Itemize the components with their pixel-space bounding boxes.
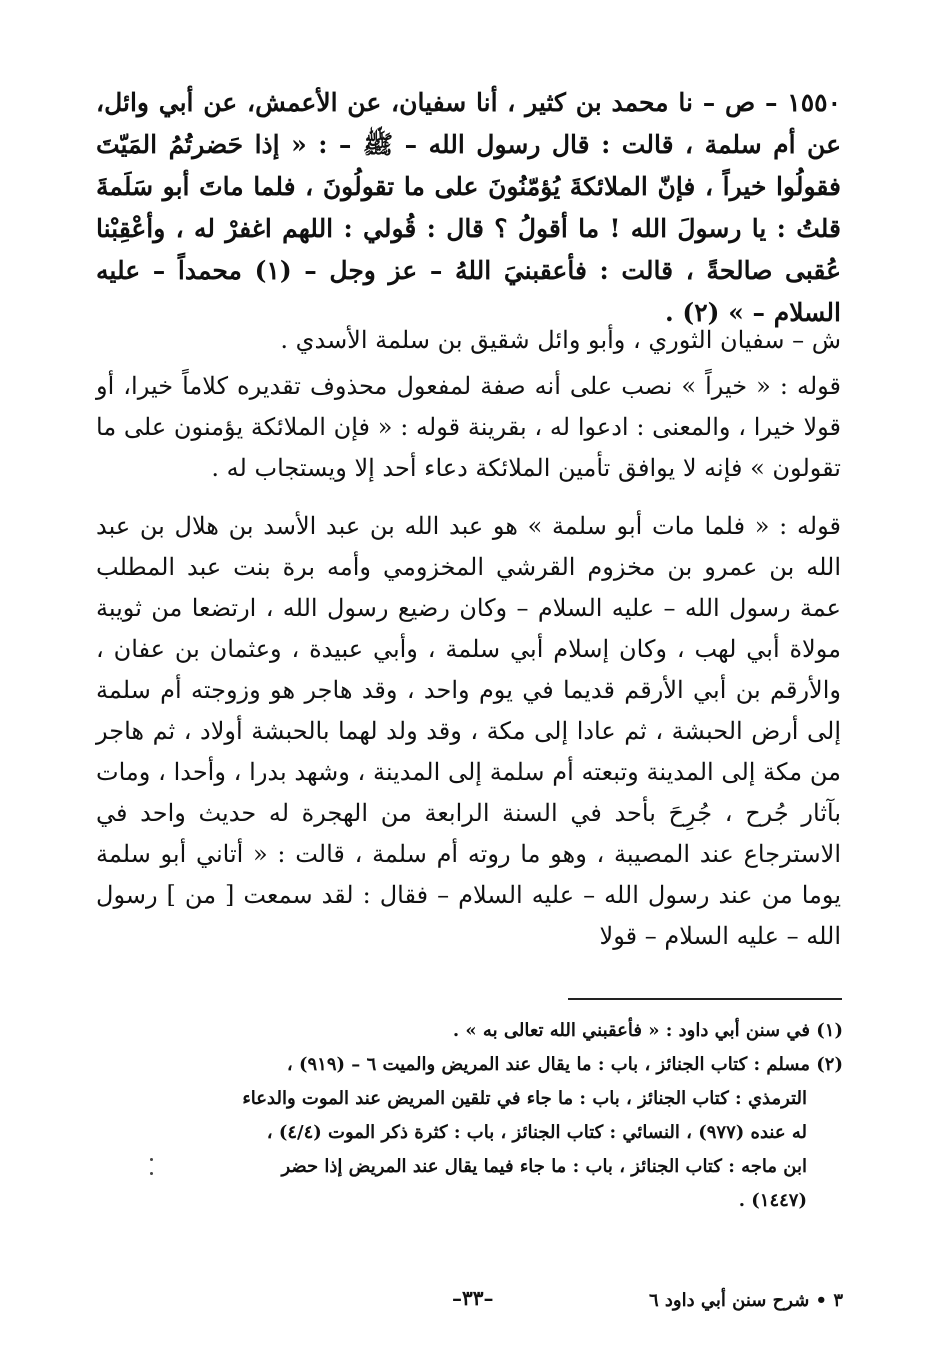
page-number: –٣٣– <box>452 1286 494 1310</box>
footnotes-section <box>98 1014 843 1218</box>
sharh-paragraph: ش – سفيان الثوري ، وأبو وائل شقيق بن سلمة الأسدي . <box>280 326 841 354</box>
footnote-2-line-2: الترمذي : كتاب الجنائز ، باب : ما جاء في تلقين المريض عند الموت والدعاء <box>242 1088 807 1109</box>
scan-speck <box>150 1172 153 1175</box>
scan-speck <box>150 1158 153 1161</box>
page-footer <box>0 1286 929 1320</box>
footnote-2-line-4: ابن ماجه : كتاب الجنائز ، باب : ما جاء فيما يقال عند المريض إذا حضر <box>281 1156 807 1177</box>
commentary-abu-salama-paragraph: قوله : « فلما مات أبو سلمة » هو عبد الله بن عبد الأسد بن هلال بن عبد الله بن عمرو بن مخزوم القرشي المخزومي وأمه برة بنت عبد المطلب عمة رسول الله – عليه السلام – وكان رضيع رسول الله ، ارتضعا من ثويبة مولاة أبي لهب ، وكان إسلام أبي سلمة ، وأبي عبيدة ، وعثمان بن عفان ، والأرقم بن أبي الأرقم قديما في يوم واحد ، وقد هاجر هو وزوجته أم سلمة إلى أرض الحبشة ، ثم عادا إلى مكة ، وقد ولد لهما بالحبشة أولاد ، ثم هاجر من مكة إلى المدينة وتبعته أم سلمة إلى المدينة ، وشهد بدرا ، وأحدا ، ومات بآثار جُرح ، جُرِحَ بأحد في السنة الرابعة من الهجرة له حديث واحد في الاسترجاع عند المصيبة ، وهو ما روته أم سلمة ، قالت : « أتاني أبو سلمة يوما من عند رسول الله – عليه السلام – فقال : لقد سمعت [ من ] رسول الله – عليه السلام – قولا <box>96 512 842 950</box>
commentary-khayran-paragraph: قوله : « خيراً » نصب على أنه صفة لمفعول محذوف تقديره كلاماً خيرا، أو قولا خيرا ، والمعنى : ادعوا له ، بقرينة قوله : « فإن الملائكة يؤمنون على ما تقولون » فإنه لا يوافق تأمين الملائكة دعاء أحد إلا ويستجاب له . <box>96 372 841 482</box>
footnote-1: (١) في سنن أبي داود : « فأعقبني الله تعالى به » . <box>452 1020 843 1041</box>
footnote-2-line-3: له عنده (٩٧٧) ، النسائي : كتاب الجنائز ، باب : كثرة ذكر الموت (٤/٤) ، <box>266 1122 807 1143</box>
footnote-2-line-5: (١٤٤٧) . <box>738 1190 807 1211</box>
footnote-2-line-1: (٢) مسلم : كتاب الجنائز ، باب : ما يقال عند المريض والميت ٦ – (٩١٩) ، <box>286 1054 843 1075</box>
hadith-paragraph: ١٥٥٠ – ص – نا محمد بن كثير ، أنا سفيان، عن الأعمش، عن أبي وائل، عن أم سلمة ، قالت : قال رسول الله – ﷺ – : « إذا حَضرتُمُ المَيّتَ فقولُوا خيراً ، فإنّ الملائكةَ يُؤمّنُونَ على ما تقولُونَ ، فلما ماتَ أبو سَلَمةَ قلتُ : يا رسولَ الله ! ما أقولُ ؟ قال : قُولي : اللهم اغفرْ له ، وأعْقِبْنا عُقبى صالحةً ، قالت : فأعقبنيَ اللهُ – عز وجل – (١) محمداً – عليه السلام – » (٢) . <box>96 88 841 327</box>
book-reference: ٣ • شرح سنن أبي داود ٦ <box>648 1290 843 1311</box>
footnote-divider <box>568 998 842 1000</box>
